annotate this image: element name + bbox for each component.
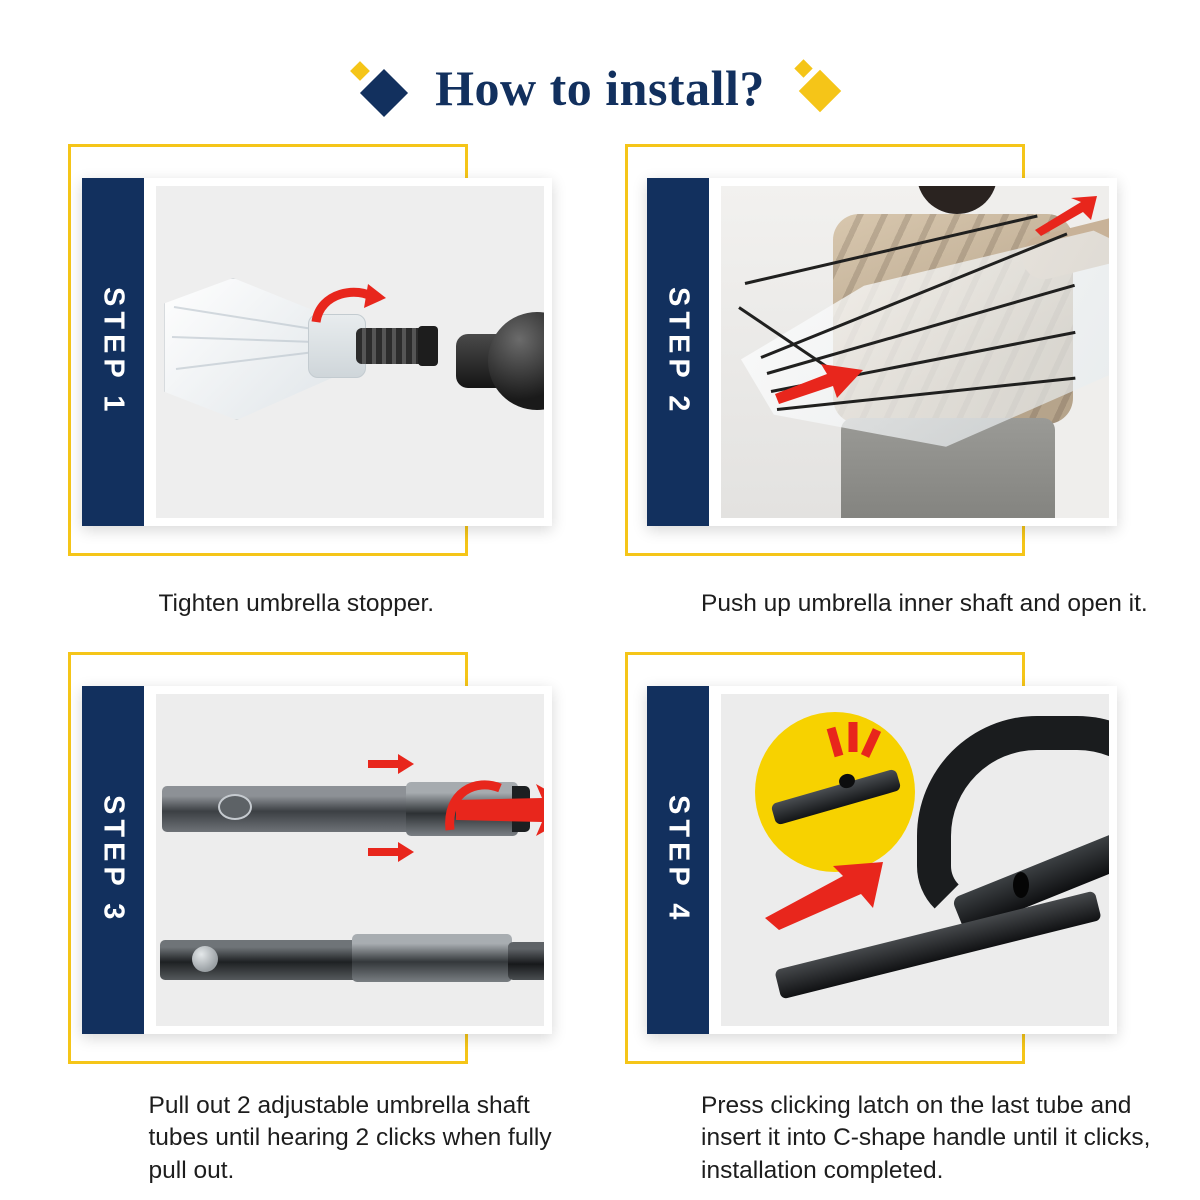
page-title-row <box>0 48 1200 128</box>
step-4-frame <box>625 648 1130 1068</box>
step-1-card <box>82 178 552 526</box>
shaft-tube-lower-shape <box>160 940 360 980</box>
push-up-arrow-icon <box>1035 196 1099 236</box>
step-3-band <box>82 686 144 1034</box>
step-3-image <box>156 694 544 1026</box>
step-3-label: STEP 3 <box>97 795 130 925</box>
small-arrow-icon-top <box>368 754 414 774</box>
step-3-caption: Pull out 2 adjustable umbrella shaft tubes until hearing 2 clicks when fully pull out. <box>148 1092 552 1184</box>
diamond-yellow-small-icon-2 <box>794 59 812 77</box>
step-3-card <box>82 686 552 1034</box>
step-2-label: STEP 2 <box>662 287 695 417</box>
diamond-yellow-small-icon <box>350 61 370 81</box>
small-arrow-icon-bottom <box>368 842 414 862</box>
threaded-screw-shape <box>356 328 424 364</box>
title-decoration-left <box>353 60 409 116</box>
step-1-image <box>156 186 544 518</box>
step-card-2 <box>605 140 1150 620</box>
page-title: How to install? <box>435 60 765 116</box>
step-4-image <box>721 694 1109 1026</box>
step-1-label: STEP 1 <box>97 287 130 417</box>
step-card-4 <box>605 648 1150 1187</box>
screw-head-shape <box>192 946 218 972</box>
twist-arrow-icon <box>442 772 512 842</box>
step-2-band <box>647 178 709 526</box>
insert-arrow-icon <box>765 862 885 930</box>
step-2-frame <box>625 140 1130 560</box>
step-1-band <box>82 178 144 526</box>
steps-grid <box>0 140 1200 1200</box>
step-2-caption: Push up umbrella inner shaft and open it. <box>701 590 1148 617</box>
rotate-arrow-icon <box>310 282 390 328</box>
step-1-frame <box>68 140 573 560</box>
step-2-image <box>721 186 1109 518</box>
black-stopper-shape <box>456 306 544 416</box>
open-arrow-icon <box>775 364 865 406</box>
diamond-navy-icon <box>360 69 408 117</box>
shaft-tube-upper-shape <box>162 786 412 832</box>
step-4-label: STEP 4 <box>662 795 695 925</box>
step-4-card <box>647 686 1117 1034</box>
title-decoration-right <box>791 60 847 116</box>
step-card-1 <box>48 140 593 620</box>
click-spark-icon <box>819 722 889 780</box>
step-1-caption: Tighten umbrella stopper. <box>158 590 435 617</box>
step-4-band <box>647 686 709 1034</box>
step-4-caption: Press clicking latch on the last tube and insert it into C-shape handle until it clicks, installation completed. <box>701 1092 1151 1184</box>
step-card-3 <box>48 648 593 1187</box>
step-3-frame <box>68 648 573 1068</box>
step-2-card <box>647 178 1117 526</box>
